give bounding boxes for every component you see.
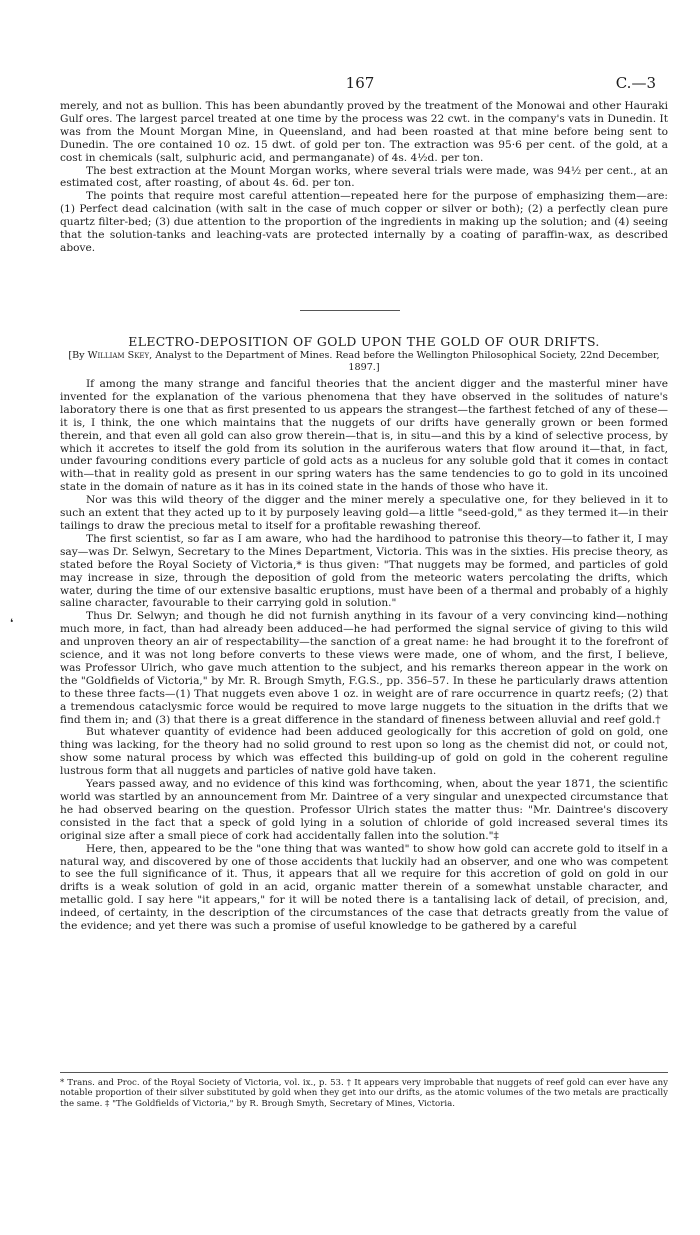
paragraph: merely, and not as bullion. This has been abundantly proved by the treatment of the Monowai and other Hauraki Gulf ores. The largest parcel treated at one time by the process was 22 cwt. in the company's vats in Dunedin. It was from the Mount Morgan Mine, in Queensland, and had been roasted at that mine before being sent to Dunedin. The ore contained 10 oz. 15 dwt. of gold per ton. The extraction was 95·6 per cent. of the gold, at a cost in chemicals (salt, sulphuric acid, and permanganate) of 4s. 4½d. per ton. — [60, 100, 668, 164]
byline-prefix: [By — [68, 350, 88, 361]
article-body — [60, 378, 668, 933]
footnotes — [60, 1078, 668, 1109]
byline-details: , Analyst to the Department of Mines. Read before the Wellington Philosophical Society, 22nd December, 1897.] — [149, 350, 660, 373]
footnote-divider — [60, 1072, 668, 1073]
paragraph: Thus Dr. Selwyn; and though he did not furnish anything in its favour of a very convincing kind—nothing much more, in fact, than had already been adduced—he had performed the signal service of giving to this wild and unproven theory an air of respectability—the sanction of a great name: he had brought it to the forefront of science, and it was not long before converts to these views were made, one of whom, and the first, I believe, was Professor Ulrich, who gave much attention to the subject, and his remarks thereon appear in the work on the "Goldfields of Victoria," by Mr. R. Brough Smyth, F.G.S., pp. 356–57. In these he particularly draws attention to these three facts—(1) That nuggets even above 1 oz. in weight are of rare occurrence in quartz reefs; (2) that a tremendous cataclysmic force would be required to move large nuggets to the situation in the drifts that we find them in; and (3) that there is a great difference in the standard of fineness between alluvial and reef gold.† — [60, 610, 668, 726]
paragraph: Here, then, appeared to be the "one thing that was wanted" to show how gold can accrete gold to itself in a natural way, and discovered by one of those accidents that luckily had an observer, and one who was competent to see the full significance of it. Thus, it appears that all we require for this accretion of gold on gold in our drifts is a weak solution of gold in an acid, organic matter therein of a somewhat unstable character, and metallic gold. I say here "it appears," for it will be noted there is a tantalising lack of detail, of precision, and, indeed, of certainty, in the description of the circumstances of the case that detracts greatly from the value of the evidence; and yet there was such a promise of useful knowledge to be gathered by a careful — [60, 842, 668, 933]
article-title: ELECTRO-DEPOSITION OF GOLD UPON THE GOLD OF OUR DRIFTS. — [128, 334, 600, 349]
paragraph: The points that require most careful attention—repeated here for the purpose of emphasizing them—are: (1) Perfect dead calcination (with salt in the case of much copper or silver or both); (2) a perfectly clean pure quartz filter-bed; (3) due attention to the proportion of the ingredients in making up the solution; and (4) seeing that the solution-tanks and leaching-vats are protected internally by a coating of paraffin-wax, as described above. — [60, 190, 668, 254]
byline-author: William Skey — [87, 350, 150, 361]
page-number: 167 — [345, 74, 375, 92]
paragraph: The first scientist, so far as I am aware, who had the hardihood to patronise this theory—to father it, I may say—was Dr. Selwyn, Secretary to the Mines Department, Victoria. This was in the sixties. His precise theory, as stated before the Royal Society of Victoria,* is thus given: "That nuggets may be formed, and particles of gold may increase in size, through the deposition of gold from the meteoric waters percolating the drifts, which water, during the time of our extensive basaltic eruptions, must have been of a thermal and probably of a highly saline character, favourable to their carrying gold in solution." — [60, 532, 668, 610]
section-divider — [300, 310, 400, 311]
paragraph: The best extraction at the Mount Morgan works, where several trials were made, was 94½ per cent., at an estimated cost, after roasting, of about 4s. 6d. per ton. — [60, 164, 668, 190]
margin-mark: ❛ — [10, 618, 14, 629]
paragraph: Years passed away, and no evidence of this kind was forthcoming, when, about the year 1871, the scientific world was startled by an announcement from Mr. Daintree of a very singular and unexpected circumstance that he had observed bearing on the question. Professor Ulrich states the matter thus: "Mr. Daintree's discovery consisted in the fact that a speck of gold lying in a solution of chloride of gold increased several times its original size after a small piece of cork had accidentally fallen into the solution."‡ — [60, 778, 668, 842]
paragraph: Nor was this wild theory of the digger and the miner merely a speculative one, for they believed in it to such an extent that they acted up to it by purposely leaving gold—a little "seed-gold," as they termed it—in their tailings to draw the precious metal to itself for a profitable rewashing thereof. — [60, 494, 668, 532]
section-continued-text — [60, 100, 668, 255]
paragraph: If among the many strange and fanciful theories that the ancient digger and the masterful miner have invented for the explanation of the various phenomena that they have observed in the solitudes of nature's laboratory there is one that as first presented to us appears the strangest—the farthest fetched of any of these—it is, I think, the one which maintains that the nuggets of our drifts have generally grown or been formed therein, and that even all gold can also grow therein—that is, in situ—and this by a kind of selective process, by which it accretes to itself the gold from its solution in the auriferous waters that flow around it—that, in fact, under favouring conditions every particle of gold acts as a nucleus for any soluble gold that it comes in contact with—that in reality gold as present in our spring waters has the same tendencies to go to gold in its uncoined state in the domain of nature as it has in its coined state in the hands of those who have it. — [60, 378, 668, 494]
footnote-text: * Trans. and Proc. of the Royal Society of Victoria, vol. ix., p. 53. † It appears very improbable that nuggets of reef gold can ever have any notable proportion of their silver substituted by gold when they get into our drifts, as the atomic volumes of the two metals are practically the same. ‡ "The Goldfields of Victoria," by R. Brough Smyth, Secretary of Mines, Victoria. — [60, 1078, 668, 1109]
document-reference: C.—3 — [615, 74, 656, 92]
paragraph: But whatever quantity of evidence had been adduced geologically for this accretion of gold on gold, one thing was lacking, for the theory had no solid ground to rest upon so long as the chemist did not, or could not, show some natural process by which was effected this building-up of gold on gold in the coherent reguline lustrous form that all nuggets and particles of native gold have taken. — [60, 726, 668, 778]
article-byline — [60, 350, 668, 373]
